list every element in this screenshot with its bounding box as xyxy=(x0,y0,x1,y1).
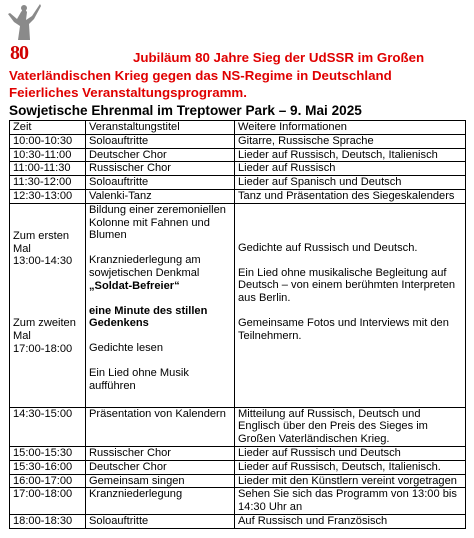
title-cell: Valenki-Tanz xyxy=(86,189,235,203)
ceremony-row xyxy=(10,203,466,407)
table-row xyxy=(10,189,466,203)
title-cell: Soloauftritte xyxy=(86,176,235,190)
time-cell: 17:00-18:00 xyxy=(10,488,86,515)
table-row xyxy=(10,460,466,474)
first-time-label-1: Zum ersten xyxy=(13,229,70,242)
info-cell: Lieder auf Russisch xyxy=(235,162,466,176)
ceremony-title-2-bold: „Soldat-Befreier“ xyxy=(89,279,180,292)
time-cell: 11:00-11:30 xyxy=(10,162,86,176)
time-cell: 16:00-17:00 xyxy=(10,474,86,488)
heading-line-3: Feierliches Veranstaltungsprogramm. xyxy=(9,85,247,100)
title-cell: Kranzniederlegung xyxy=(86,488,235,515)
first-time: 13:00-14:30 xyxy=(13,255,73,268)
heading-line-2: Vaterländischen Krieg gegen das NS-Regime in Deutschland xyxy=(9,68,392,83)
motherland-statue-icon xyxy=(4,2,44,46)
info-cell: Lieder auf Russisch und Deutsch xyxy=(235,446,466,460)
title-cell: Gemeinsam singen xyxy=(86,474,235,488)
time-cell: 15:00-15:30 xyxy=(10,446,86,460)
time-cell: 10:30-11:00 xyxy=(10,148,86,162)
ceremony-info-cell xyxy=(235,203,466,407)
title-cell: Deutscher Chor xyxy=(86,148,235,162)
info-cell: Lieder auf Russisch, Deutsch, Italienisch xyxy=(235,148,466,162)
second-time-label-2: Mal xyxy=(13,329,31,342)
time-cell: 18:00-18:30 xyxy=(10,514,86,528)
ceremony-title-3: eine Minute des stillen Gedenkens xyxy=(89,304,208,330)
header-info: Weitere Informationen xyxy=(235,121,466,135)
table-row xyxy=(10,407,466,446)
ceremony-info-3: Gemeinsame Fotos und Interviews mit den Teilnehmern. xyxy=(238,316,449,342)
ceremony-title-cell xyxy=(86,203,235,407)
table-row xyxy=(10,134,466,148)
table-row xyxy=(10,514,466,528)
page-subtitle: Sowjetische Ehrenmal im Treptower Park – 9. Mai 2025 xyxy=(9,103,362,118)
title-cell: Präsentation von Kalendern xyxy=(86,407,235,446)
table-row xyxy=(10,474,466,488)
ceremony-info-1: Gedichte auf Russisch und Deutsch. xyxy=(238,241,418,254)
second-time-label-1: Zum zweiten xyxy=(13,317,76,330)
time-cell: 14:30-15:00 xyxy=(10,407,86,446)
first-time-label-2: Mal xyxy=(13,242,31,255)
title-cell: Russischer Chor xyxy=(86,162,235,176)
info-cell: Gitarre, Russische Sprache xyxy=(235,134,466,148)
program-table xyxy=(9,120,466,529)
header-title: Veranstaltungstitel xyxy=(86,121,235,135)
info-cell: Tanz und Präsentation des Siegeskalenders xyxy=(235,189,466,203)
title-cell: Soloauftritte xyxy=(86,514,235,528)
jubilee-logo xyxy=(4,2,44,64)
title-cell: Deutscher Chor xyxy=(86,460,235,474)
table-header-row xyxy=(10,121,466,135)
table-row xyxy=(10,446,466,460)
header-time: Zeit xyxy=(10,121,86,135)
ceremony-title-4: Gedichte lesen xyxy=(89,342,164,355)
ceremony-title-1: Bildung einer zeremoniellen Kolonne mit Fahnen und Blumen xyxy=(89,203,226,242)
info-cell: Sehen Sie sich das Programm von 13:00 bis 14:30 Uhr an xyxy=(235,488,466,515)
time-cell: 10:00-10:30 xyxy=(10,134,86,148)
time-cell: 11:30-12:00 xyxy=(10,176,86,190)
table-row xyxy=(10,176,466,190)
info-cell: Mitteilung auf Russisch, Deutsch und Englisch über den Preis des Sieges im Großen Vaterländischen Krieg. xyxy=(235,407,466,446)
ceremony-time-cell xyxy=(10,203,86,407)
table-row xyxy=(10,162,466,176)
logo-80-text: 80 xyxy=(10,42,28,64)
info-cell: Lieder auf Russisch, Deutsch, Italienisch. xyxy=(235,460,466,474)
time-cell: 12:30-13:00 xyxy=(10,189,86,203)
title-cell: Soloauftritte xyxy=(86,134,235,148)
table-row xyxy=(10,148,466,162)
info-cell: Lieder mit den Künstlern vereint vorgetragen xyxy=(235,474,466,488)
title-cell: Russischer Chor xyxy=(86,446,235,460)
ceremony-info-2: Ein Lied ohne musikalische Begleitung auf Deutsch – von einem berühmten Interpreten aus Berlin. xyxy=(238,266,456,305)
time-cell: 15:30-16:00 xyxy=(10,460,86,474)
heading-line-1: Jubiläum 80 Jahre Sieg der UdSSR im Großen xyxy=(133,50,425,65)
info-cell: Lieder auf Spanisch und Deutsch xyxy=(235,176,466,190)
ceremony-title-5: Ein Lied ohne Musik aufführen xyxy=(89,366,189,392)
info-cell: Auf Russisch und Französisch xyxy=(235,514,466,528)
second-time: 17:00-18:00 xyxy=(13,342,73,355)
ceremony-title-2: Kranzniederlegung am sowjetischen Denkmal xyxy=(89,254,201,279)
table-row xyxy=(10,488,466,515)
